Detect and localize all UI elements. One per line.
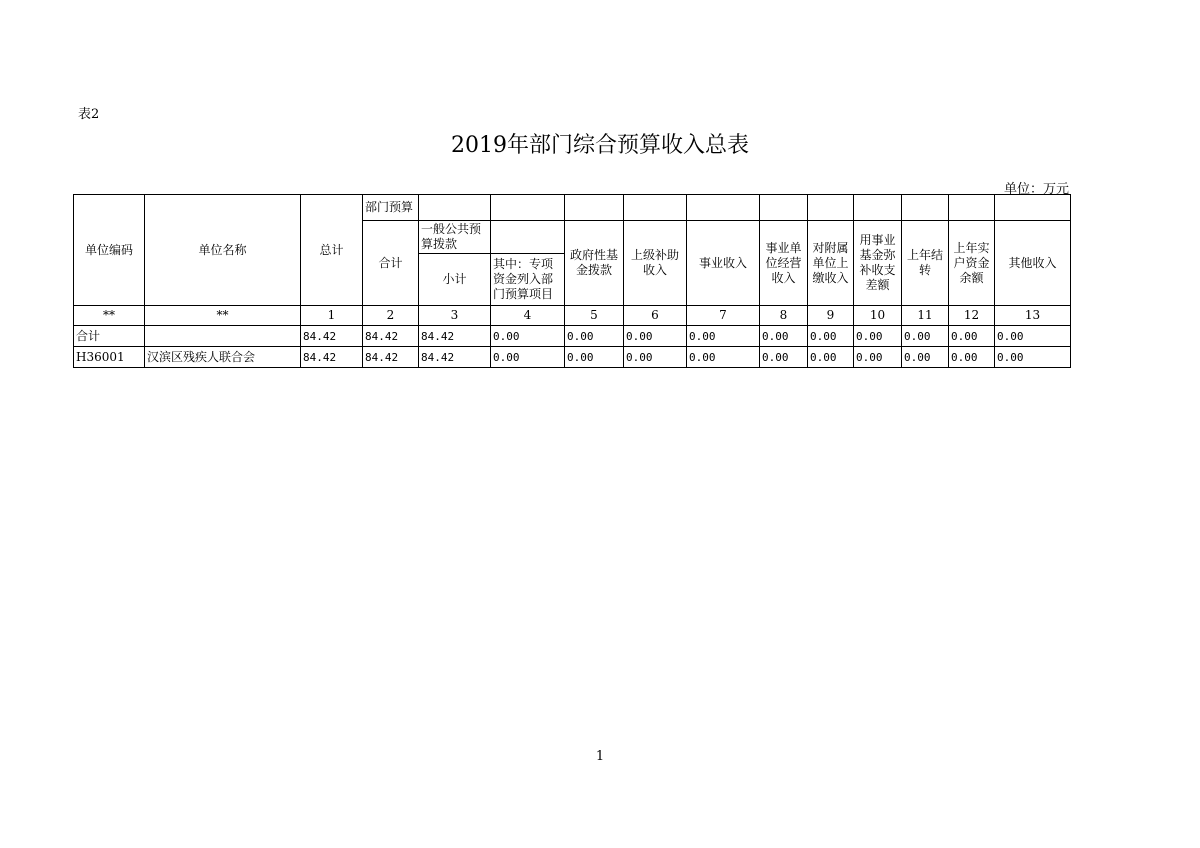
row-cell: 0.00 (565, 347, 624, 368)
row-cell (145, 326, 301, 347)
index-cell: ** (145, 306, 301, 326)
header-unit-code: 单位编码 (74, 195, 145, 306)
index-cell: 10 (854, 306, 902, 326)
row-cell: 0.00 (687, 326, 760, 347)
row-cell: 合计 (74, 326, 145, 347)
header-empty-cell (808, 195, 854, 221)
row-cell: 84.42 (363, 347, 419, 368)
header-dept-budget: 部门预算 (363, 195, 419, 221)
header-unit-name: 单位名称 (145, 195, 301, 306)
header-affiliated-income: 对附属单位上缴收入 (808, 221, 854, 306)
row-cell: 0.00 (491, 326, 565, 347)
row-cell: H36001 (74, 347, 145, 368)
row-cell: 84.42 (419, 347, 491, 368)
table-number: 表2 (78, 107, 100, 122)
header-superior-subsidy: 上级补助收入 (624, 221, 687, 306)
header-business-income: 事业收入 (687, 221, 760, 306)
header-empty-cell (995, 195, 1071, 221)
row-cell: 0.00 (949, 326, 995, 347)
index-cell: 8 (760, 306, 808, 326)
row-cell: 0.00 (995, 326, 1071, 347)
row-cell: 0.00 (854, 347, 902, 368)
header-carryover: 上年结转 (902, 221, 949, 306)
row-cell: 0.00 (760, 347, 808, 368)
index-cell: 13 (995, 306, 1071, 326)
row-cell: 0.00 (808, 347, 854, 368)
row-cell: 0.00 (624, 347, 687, 368)
header-other-income: 其他收入 (995, 221, 1071, 306)
unit-label: 单位：万元 (1003, 182, 1069, 197)
row-cell: 0.00 (902, 347, 949, 368)
header-empty-cell (491, 195, 565, 221)
header-empty-cell (565, 195, 624, 221)
row-cell: 0.00 (687, 347, 760, 368)
budget-income-table (73, 194, 1071, 368)
index-cell: ** (74, 306, 145, 326)
index-cell: 7 (687, 306, 760, 326)
row-cell: 0.00 (760, 326, 808, 347)
row-cell: 0.00 (624, 326, 687, 347)
header-empty-cell (854, 195, 902, 221)
row-cell: 0.00 (995, 347, 1071, 368)
index-cell: 1 (301, 306, 363, 326)
row-cell: 0.00 (902, 326, 949, 347)
index-cell: 6 (624, 306, 687, 326)
row-cell: 84.42 (301, 347, 363, 368)
index-cell: 5 (565, 306, 624, 326)
header-empty-cell (687, 195, 760, 221)
header-prior-balance: 上年实户资金余额 (949, 221, 995, 306)
header-fund-compensation: 用事业基金弥补收支差额 (854, 221, 902, 306)
row-cell: 0.00 (808, 326, 854, 347)
header-xiaoji: 小计 (419, 254, 491, 306)
header-empty-cell (624, 195, 687, 221)
header-empty-cell (760, 195, 808, 221)
row-cell: 84.42 (363, 326, 419, 347)
header-empty-cell (491, 221, 565, 254)
header-operating-income: 事业单位经营收入 (760, 221, 808, 306)
index-cell: 12 (949, 306, 995, 326)
header-gov-fund: 政府性基金拨款 (565, 221, 624, 306)
header-empty-cell (949, 195, 995, 221)
row-cell: 0.00 (565, 326, 624, 347)
header-general-public: 一般公共预算拨款 (419, 221, 491, 254)
header-empty-cell (902, 195, 949, 221)
row-cell: 84.42 (419, 326, 491, 347)
index-row (74, 306, 1071, 326)
index-cell: 3 (419, 306, 491, 326)
header-special-fund: 其中：专项资金列入部门预算项目 (491, 254, 565, 306)
header-total: 总计 (301, 195, 363, 306)
header-empty-cell (419, 195, 491, 221)
page-number: 1 (595, 749, 605, 764)
table-row (74, 326, 1071, 347)
index-cell: 11 (902, 306, 949, 326)
row-cell: 0.00 (491, 347, 565, 368)
index-cell: 2 (363, 306, 419, 326)
row-cell: 0.00 (854, 326, 902, 347)
header-subtotal-heji: 合计 (363, 221, 419, 306)
document-title: 2019年部门综合预算收入总表 (451, 133, 749, 158)
row-cell: 84.42 (301, 326, 363, 347)
row-cell: 0.00 (949, 347, 995, 368)
table-row (74, 347, 1071, 368)
index-cell: 4 (491, 306, 565, 326)
index-cell: 9 (808, 306, 854, 326)
row-cell: 汉滨区残疾人联合会 (145, 347, 301, 368)
